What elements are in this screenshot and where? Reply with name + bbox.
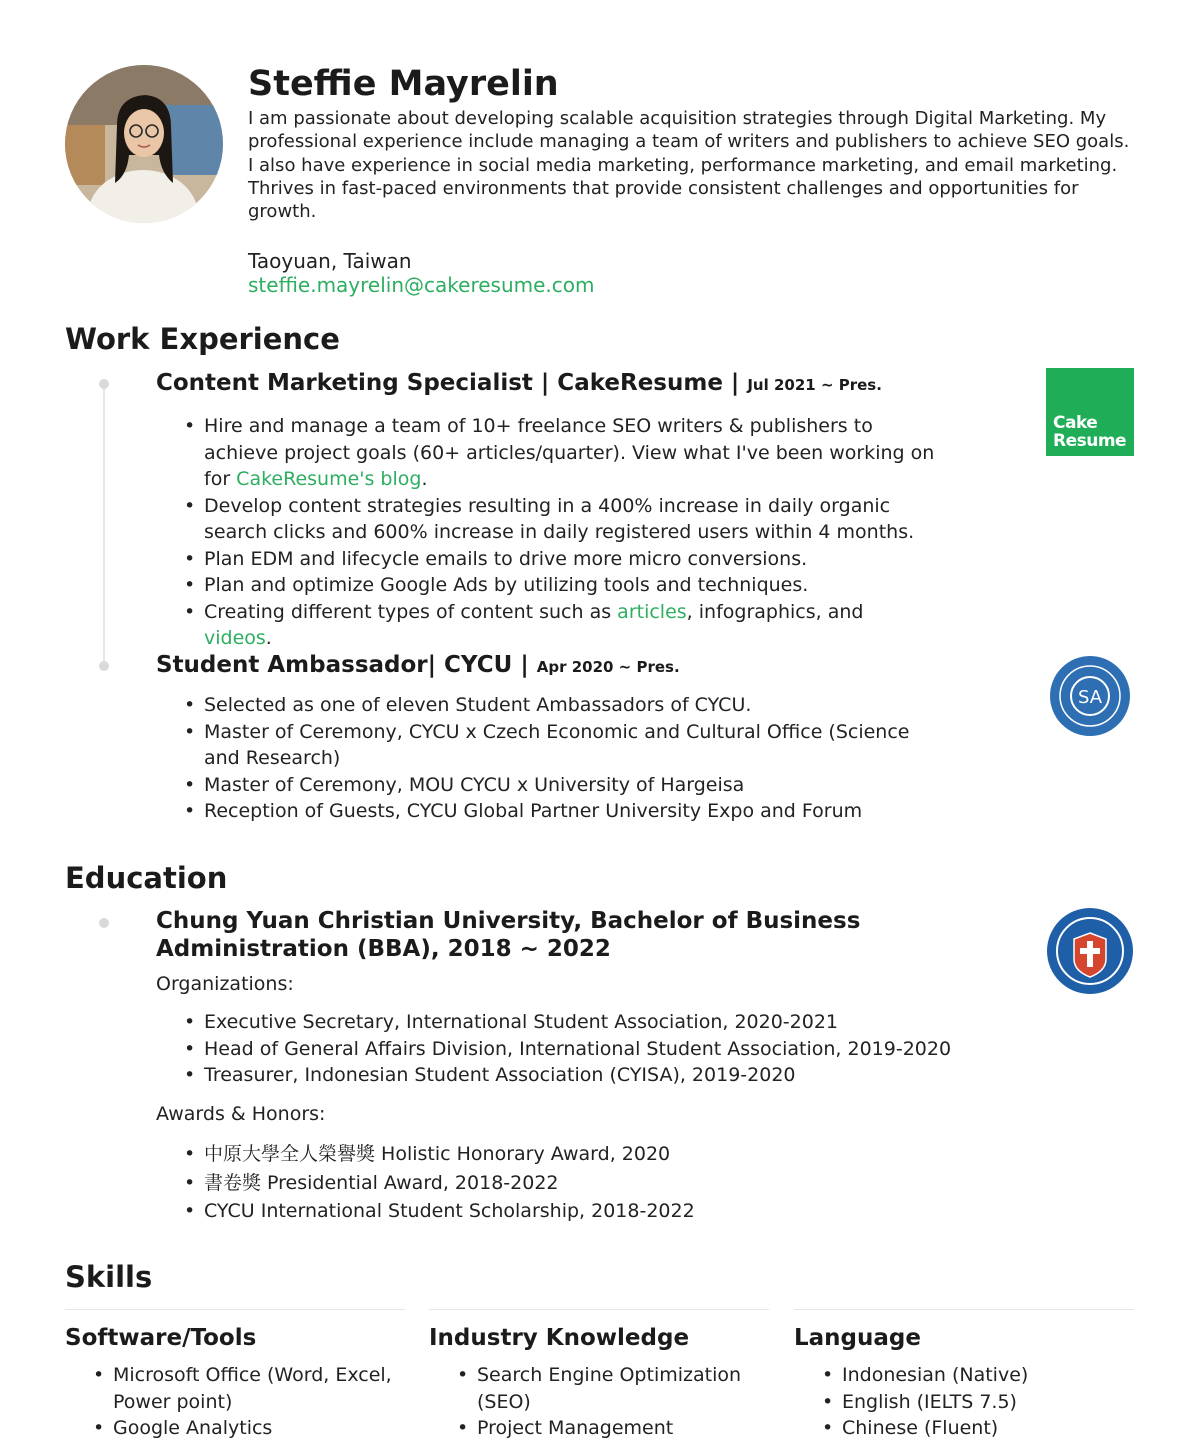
list-item: • Master of Ceremony, MOU CYCU x University of Hargeisa [156,772,936,799]
job-title-text: Content Marketing Specialist | CakeResume | [156,370,748,396]
list-item: • Google Analytics [65,1415,405,1442]
logo-text: Cake [1053,413,1098,433]
skills-column-heading: Language [794,1325,921,1351]
timeline-line [103,386,105,666]
list-item: • 中原大學全人榮譽獎 Holistic Honorary Award, 2020 [156,1140,956,1169]
job-date: Jul 2021 ~ Pres. [747,376,882,394]
list-item: • Plan and optimize Google Ads by utilizing tools and techniques. [156,572,936,599]
job-bullets [156,413,936,652]
skills-list [429,1362,769,1442]
awards-list [156,1140,956,1225]
timeline-dot [99,661,109,671]
job-title-text: Student Ambassador| CYCU | [156,652,537,678]
svg-text:SA: SA [1077,687,1103,708]
list-item: • Indonesian (Native) [794,1362,1134,1389]
list-item: • Hire and manage a team of 10+ freelance SEO writers & publishers to achieve project goals (60+ articles/quarter). View what I've been working on for CakeResume's blog. [156,413,936,493]
cakeresume-blog-link[interactable]: CakeResume's blog [236,468,422,490]
list-item: • Reception of Guests, CYCU Global Partner University Expo and Forum [156,798,936,825]
articles-link[interactable]: articles [617,600,687,623]
videos-link[interactable]: videos [204,627,266,649]
timeline-dot [99,918,109,928]
education-heading: Education [65,861,228,895]
profile-summary: I am passionate about developing scalable acquisition strategies through Digital Marketing. My professional experience include managing a team of writers and publishers to achieve SEO goals. I also have experience in social media marketing, performance marketing, and email marketing. Thrives in fast-paced environments that provide consistent challenges and opportunities for growth. [248,108,1130,223]
list-item: • Search Engine Optimization (SEO) [429,1362,769,1415]
timeline-dot [99,379,109,389]
cycu-logo [1046,907,1134,995]
skills-column-industry [429,1309,769,1442]
list-item: • Microsoft Office (Word, Excel, Power point) [65,1362,405,1415]
skills-heading: Skills [65,1260,153,1294]
list-item: • 書卷獎 Presidential Award, 2018-2022 [156,1169,956,1198]
list-item: • Head of General Affairs Division, International Student Association, 2019-2020 [156,1036,956,1063]
skills-list [65,1362,405,1442]
work-experience-heading: Work Experience [65,322,340,356]
list-item: • Chinese (Fluent) [794,1415,1134,1442]
school-title: Chung Yuan Christian University, Bachelor of Business Administration (BBA), 2018 ~ 2022 [156,908,861,962]
skills-column-software [65,1309,405,1442]
list-item: • Develop content strategies resulting in a 400% increase in daily organic search clicks and 600% increase in daily registered users within 4 months. [156,493,936,546]
job-title [156,369,882,399]
list-item: • Creating different types of content such as articles, infographics, and videos. [156,599,936,652]
awards-label: Awards & Honors: [156,1103,326,1125]
list-item: • Plan EDM and lifecycle emails to drive more micro conversions. [156,546,936,573]
list-item: • Treasurer, Indonesian Student Association (CYISA), 2019-2020 [156,1062,956,1089]
skills-column-heading: Industry Knowledge [429,1325,690,1351]
job-title [156,651,680,681]
skills-column-language [794,1309,1134,1442]
list-item: • Executive Secretary, International Student Association, 2020-2021 [156,1009,956,1036]
list-item: • English (IELTS 7.5) [794,1389,1134,1416]
job-date: Apr 2020 ~ Pres. [536,658,680,676]
cakeresume-logo [1046,368,1134,456]
list-item: • Master of Ceremony, CYCU x Czech Economic and Cultural Office (Science and Research) [156,719,936,772]
job-bullets [156,692,936,825]
profile-name: Steffie Mayrelin [248,64,559,104]
list-item: • CYCU International Student Scholarship, 2018-2022 [156,1198,956,1225]
organizations-list [156,1009,956,1089]
student-ambassador-logo [1046,652,1134,740]
skills-column-heading: Software/Tools [65,1325,257,1351]
profile-email-link[interactable]: steffie.mayrelin@cakeresume.com [248,273,595,297]
organizations-label: Organizations: [156,973,294,995]
profile-location: Taoyuan, Taiwan [248,249,412,273]
skills-list [794,1362,1134,1442]
list-item: • Project Management [429,1415,769,1442]
logo-text: Resume [1053,431,1127,451]
list-item: • Selected as one of eleven Student Ambassadors of CYCU. [156,692,936,719]
avatar [65,65,223,223]
